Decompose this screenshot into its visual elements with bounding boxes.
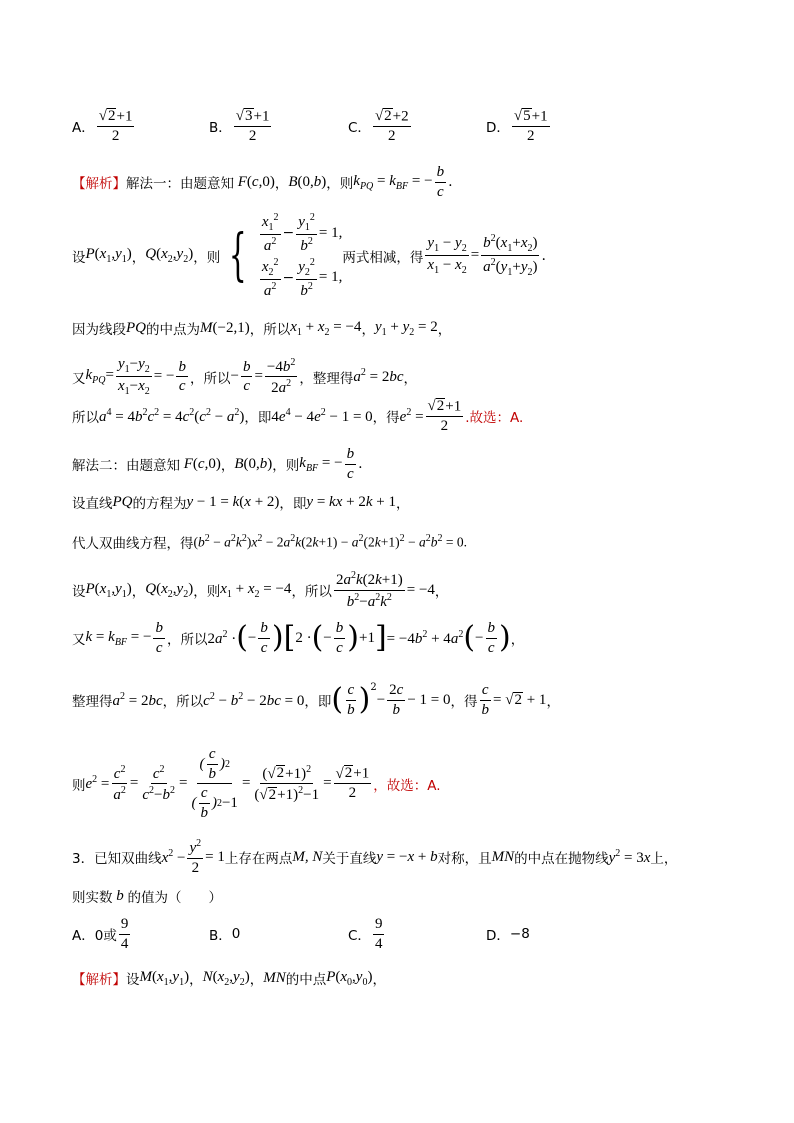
q3-stem: 3． 已知双曲线 $x^2$ − $\frac{y^2}{2}$ = 1 上存在两点 M, N 关于直线 y = −x + b 对称，且 MN 的中点在抛物线 $y^2 = 3x$ 上， [72, 838, 678, 876]
final-line: 则 $e^2$ = $\frac{c^2}{a^2}$ = $\frac{c^2}{c^2-b^2}$ = ( $\frac{c}{b}$ ) 2 ( $\frac{c}{b}$ ) 2 −1 = ( √ 2 +1)$^2$ ( √ 2 +1)$^2$−1 = √ 2 +1 2 ，故选：A. [72, 746, 441, 821]
option-b-value: √ 3 +1 2 [235, 108, 270, 144]
q3-text6: 上， [650, 851, 678, 867]
option-d-value: √ 5 +1 2 [513, 108, 548, 144]
q3-option-d-text: −8 [509, 926, 530, 942]
so-text-3: ，所以 [291, 584, 332, 600]
q3-option-d [486, 924, 530, 944]
ie-text-2: ，即 [279, 496, 307, 512]
method1-system: 设 $P(x_1,y_1)$ ， $Q(x_2,y_2)$ ，则 { $\frac{x_1^2}{a^2}$ − $\frac{y_1^2}{b^2}$ = 1, $\frac{x_2^2}{a^2}$ − $\frac{y_2^2}{b^2}$ = 1, 两式相减，得 $\frac{y_1 - y_2}{x_1 - x_2}$ = $\frac{b^2(x_1+x_2)}{a^2(y_1+y_2)}$ . [72, 212, 546, 299]
option-d-label: D． [486, 120, 510, 137]
sum-line: 设 $P(x_1,y_1)$ ， $Q(x_2,y_2)$ ，则 $x_1 + x_2 = -4$ ，所以 $\frac{2a^2k(2k+1)}{b^2-a^2k^2}$ = −4 ， [72, 570, 449, 610]
subtract-text: 两式相减，得 [342, 249, 424, 266]
q3-text8: 的值为（ ） [127, 890, 222, 906]
ie-text-3: ，即 [304, 694, 332, 710]
line-eq-text-2: 的方程为 [132, 496, 187, 512]
q3-option-b [209, 924, 240, 944]
eccentricity-line: 所以 $a^4 = 4b^2c^2 = 4c^2(c^2 - a^2)$ ，即 $4e^4 - 4e^2 - 1 = 0$ ，得 $e^2$ = √ 2 +1 2 .故选：A. [72, 398, 524, 434]
equation-system: { $\frac{x_1^2}{a^2}$ − $\frac{y_1^2}{b^2}$ = 1, $\frac{x_2^2}{a^2}$ − $\frac{y_2^2}{b^2}$ = 1, [229, 212, 343, 299]
so-text-2: ，所以 [189, 370, 231, 387]
q3-text2: 上存在两点 [224, 851, 293, 867]
then2-text: 则 [72, 777, 86, 794]
q3-text1: 已知双曲线 [94, 851, 162, 867]
because-text: 因为线段 [72, 322, 126, 338]
q3-option-b-label: B． [209, 928, 232, 944]
then-text-2: ，则 [193, 249, 221, 266]
q3-stem-2: 则实数 b 的值为（ ） [72, 887, 222, 906]
line-eq-text: 设直线 [72, 496, 113, 512]
so2-text: 所以 [72, 410, 99, 427]
so-text-4: ，所以 [166, 632, 208, 648]
get-text-2: ，得 [450, 694, 478, 710]
then-text-3: ，则 [272, 458, 300, 474]
organize2-text: 整理得 [72, 694, 113, 710]
q3-number: 3． [72, 851, 95, 867]
method2-intro: 解法二：由题意知 F(c,0) ， B(0,b) ，则 $k_{BF}$ = − $\frac{b}{c}$ . [72, 446, 363, 482]
q3-sol-mid: 的中点 [285, 972, 327, 988]
q3-text3: 关于直线 [322, 851, 377, 867]
set-text: 设 [72, 249, 86, 266]
q3-text7: 则实数 [72, 890, 113, 906]
choose2-text: ，故选：A. [373, 777, 441, 794]
ie-text: ，即 [244, 410, 272, 427]
option-a-value: √ 2 +1 2 [98, 108, 133, 144]
substitute-line: 代人双曲线方程，得 $(b^2 - a^2k^2)x^2 - 2a^2k(2k+1) - a^2(2k+1)^2 - a^2b^2 = 0$. [72, 533, 467, 552]
organize-text: ，整理得 [299, 370, 354, 387]
organize-line: 整理得 $a^2 = 2bc$ ，所以 $c^2 - b^2 - 2bc = 0$ ，即 ( $\frac{c}{b}$ ) $^2$ − $\frac{2c}{b}$ − 1 = 0 ，得 $\frac{c}{b}$ = √ 2 + 1 ， [72, 682, 560, 718]
get-text: ，得 [372, 410, 400, 427]
q3-text5: 的中点在抛物线 [514, 851, 609, 867]
so-text-5: ，所以 [162, 694, 204, 710]
mid-text: 的中点为 [146, 322, 200, 338]
also-text: 又 [72, 370, 86, 387]
then-text: ，则 [326, 176, 354, 192]
sub-in-text: 代人双曲线方程，得 [72, 536, 194, 552]
q3-solution: 【解析】 设 $M(x_1,y_1)$ ， $N(x_2,y_2)$ ， MN 的中点 $P(x_0,y_0)$ ， [72, 968, 386, 988]
q3-sol-set: 设 [126, 972, 140, 988]
midpoint-line: 因为线段 PQ 的中点为 M(−2,1) ，所以 $x_1 + x_2 = -4$ ， $y_1 + y_2 = 2$ ， [72, 318, 452, 338]
so-text: ，所以 [249, 322, 291, 338]
slope-line: 又 $k_{PQ}=$ $\frac{y_1-y_2}{x_1-x_2}$ = − $\frac{b}{c}$ ，所以 − $\frac{b}{c}$ = $\frac{-4b^2}{2a^2}$ ，整理得 $a^2 = 2bc$ ， [72, 356, 418, 397]
method2-title: 解法二：由题意知 [72, 458, 180, 474]
q3-solution-tag: 【解析】 [72, 972, 126, 988]
q3-option-a: A． 0或 $\frac{9}{4}$ [72, 916, 129, 952]
q3-option-d-label: D． [486, 928, 510, 944]
option-c-value: √ 2 +2 2 [374, 108, 409, 144]
solution-tag: 【解析】 [72, 176, 126, 192]
method1-intro: 【解析】 解法一：由题意知 F(c,0) ， B(0,b) ，则 $k_{PQ} = k_{BF}$ = − $\frac{b}{c}$ . [72, 164, 453, 200]
set-text-2: 设 [72, 584, 86, 600]
also-text-2: 又 [72, 632, 86, 648]
method1-title: 解法一：由题意知 [126, 176, 234, 192]
choose-text: .故选：A. [465, 410, 524, 427]
q3-option-a-text: 0或 [94, 928, 117, 944]
option-c-label: C． [348, 120, 371, 137]
q3-option-c: C． $\frac{9}{4}$ [348, 916, 383, 952]
q3-option-c-label: C． [348, 928, 371, 944]
option-b-label: B． [209, 120, 232, 137]
k-line: 又 $k = k_{BF}$ = − $\frac{b}{c}$ ，所以 $2a^2$ · ( − $\frac{b}{c}$ ) [ 2 · ( − $\frac{b}{c}$ ) +1 ] = $-4b^2 + 4a^2$ ( − $\frac{b}{c}$ ) ， [72, 620, 525, 656]
option-a [72, 108, 136, 144]
then-text-4: ，则 [193, 584, 221, 600]
q3-option-b-text: 0 [231, 926, 241, 942]
option-c [348, 108, 413, 144]
option-d [486, 108, 552, 144]
option-b [209, 108, 273, 144]
q3-option-a-label: A． [72, 928, 95, 944]
q3-text4: 对称，且 [437, 851, 492, 867]
line-equation: 设直线 PQ 的方程为 y − 1 = k(x + 2) ，即 y = kx + 2k + 1 ， [72, 493, 410, 512]
option-a-label: A． [72, 120, 95, 137]
